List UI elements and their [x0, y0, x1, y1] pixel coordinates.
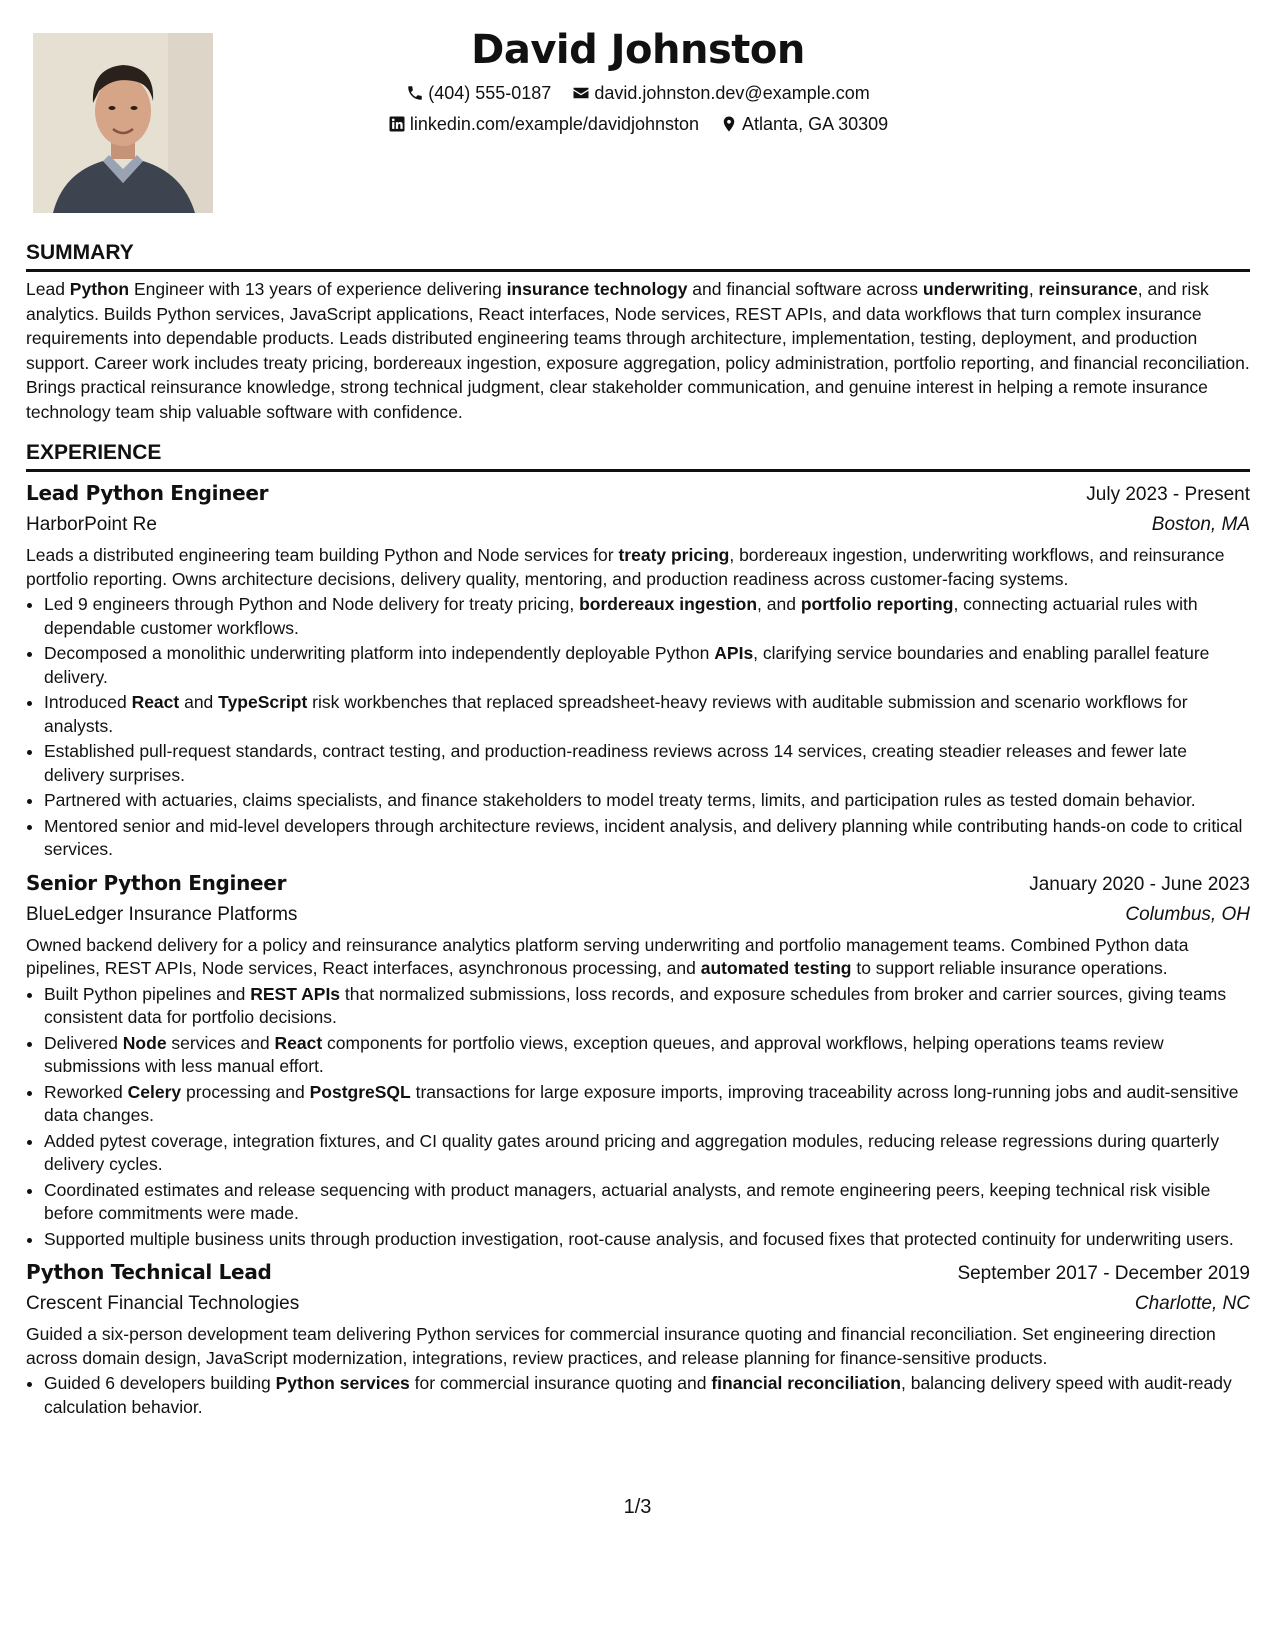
job-description: Leads a distributed engineering team building Python and Node services for treaty pricing, bordereaux ingestion, underwriting workflows, and reinsurance portfolio reporting. Owns architecture decisions, delivery quality, mentoring, and production readiness across customer-facing systems.: [26, 545, 1225, 589]
resume-page: [26, 0, 1250, 1421]
list-item: • Introduced React and TypeScript risk workbenches that replaced spreadsheet-heavy reviews with auditable submission and scenario workflows for analysts.: [44, 691, 1250, 738]
job-location: Boston, MA: [1151, 514, 1250, 535]
contact-line-2: [26, 111, 1250, 140]
job-description: Owned backend delivery for a policy and reinsurance analytics platform serving underwriting and portfolio management teams. Combined Python data pipelines, REST APIs, Node services, React interfaces, asynchronous processing, and automated testing to support reliable insurance operations.: [26, 934, 1189, 978]
summary-section: [26, 240, 1250, 424]
company-name: BlueLedger Insurance Platforms: [26, 903, 298, 925]
job-entry: [26, 868, 1250, 1252]
job-bullets: [26, 983, 1250, 1252]
experience-heading: EXPERIENCE: [26, 440, 1250, 472]
list-item: • Led 9 engineers through Python and Node delivery for treaty pricing, bordereaux ingestion, and portfolio reporting, connecting actuarial rules with dependable customer workflows.: [44, 593, 1250, 640]
summary-paragraph: Lead Python Engineer with 13 years of experience delivering insurance technology and financial software across underwriting, reinsurance, and risk analytics. Builds Python services, JavaScript applications, React interfaces, Node services, REST APIs, and data workflows that turn complex insurance requirements into dependable products. Leads distributed engineering teams through architecture, implementation, testing, deployment, and production support. Career work includes treaty pricing, bordereaux ingestion, exposure aggregation, policy administration, portfolio reporting, and financial reconciliation. Brings practical reinsurance knowledge, strong technical judgment, clear stakeholder communication, and genuine interest in helping a remote insurance technology team ship valuable software with confidence.: [26, 279, 1250, 422]
phone-number: (404) 555-0187: [428, 83, 552, 103]
job-bullets: [26, 1372, 1250, 1419]
email-contact[interactable]: [572, 80, 869, 106]
resume-header: [26, 0, 1250, 240]
job-bullets: [26, 593, 1250, 862]
home-location: Atlanta, GA 30309: [742, 114, 889, 134]
phone-contact[interactable]: [406, 80, 551, 106]
job-title: Lead Python Engineer: [26, 481, 269, 505]
job-dates: January 2020 - June 2023: [1029, 873, 1250, 895]
company-name: HarborPoint Re: [26, 514, 157, 535]
list-item: • Delivered Node services and React components for portfolio views, exception queues, and approval workflows, helping operations teams review submissions with less manual effort.: [44, 1032, 1250, 1079]
contact-line-1: [26, 80, 1250, 109]
page-number: 1/3: [623, 1496, 652, 1518]
experience-section: [26, 440, 1250, 1419]
phone-icon: [406, 84, 424, 102]
envelope-icon: [572, 84, 590, 102]
email-address: david.johnston.dev@example.com: [594, 83, 870, 103]
map-pin-icon: [720, 115, 738, 133]
list-item: • Decomposed a monolithic underwriting platform into independently deployable Python APIs, clarifying service boundaries and enabling parallel feature delivery.: [44, 642, 1250, 689]
job-entry: [26, 478, 1250, 862]
location-contact: [720, 111, 888, 137]
linkedin-icon: [388, 115, 406, 133]
job-title: Python Technical Lead: [26, 1260, 272, 1284]
company-name: Crescent Financial Technologies: [26, 1293, 300, 1314]
job-location: Columbus, OH: [1125, 903, 1250, 925]
list-item: • Added pytest coverage, integration fixtures, and CI quality gates around pricing and aggregation modules, reducing release regressions during quarterly delivery cycles.: [44, 1130, 1250, 1177]
candidate-name: David Johnston: [471, 27, 805, 73]
list-item: • Reworked Celery processing and PostgreSQL transactions for large exposure imports, improving traceability across long-running jobs and audit-sensitive data changes.: [44, 1081, 1250, 1128]
linkedin-url: linkedin.com/example/davidjohnston: [409, 114, 700, 134]
list-item: • Built Python pipelines and REST APIs that normalized submissions, loss records, and exposure schedules from broker and carrier sources, giving teams consistent data for portfolio decisions.: [44, 983, 1250, 1030]
job-description: Guided a six-person development team delivering Python services for commercial insurance quoting and financial reconciliation. Set engineering direction across domain design, JavaScript modernization, integrations, review practices, and release planning for finance-sensitive products.: [26, 1324, 1216, 1368]
linkedin-contact[interactable]: [388, 111, 699, 137]
list-item: • Mentored senior and mid-level developers through architecture reviews, incident analysis, and delivery planning while contributing hands-on code to critical services.: [44, 815, 1250, 862]
list-item: • Supported multiple business units through production investigation, root-cause analysis, and focused fixes that protected continuity for underwriting users.: [44, 1228, 1250, 1252]
job-location: Charlotte, NC: [1134, 1293, 1250, 1314]
summary-heading: SUMMARY: [26, 240, 1250, 272]
list-item: • Coordinated estimates and release sequencing with product managers, actuarial analysts, and remote engineering peers, keeping technical risk visible before commitments were made.: [44, 1179, 1250, 1226]
job-dates: July 2023 - Present: [1086, 484, 1250, 505]
job-dates: September 2017 - December 2019: [957, 1263, 1250, 1284]
job-title: Senior Python Engineer: [26, 870, 287, 895]
list-item: • Guided 6 developers building Python services for commercial insurance quoting and financial reconciliation, balancing delivery speed with audit-ready calculation behavior.: [44, 1372, 1250, 1419]
list-item: • Partnered with actuaries, claims specialists, and finance stakeholders to model treaty terms, limits, and participation rules as tested domain behavior.: [44, 789, 1250, 813]
job-entry: [26, 1257, 1250, 1419]
list-item: • Established pull-request standards, contract testing, and production-readiness reviews across 14 services, creating steadier releases and fewer late delivery surprises.: [44, 740, 1250, 787]
